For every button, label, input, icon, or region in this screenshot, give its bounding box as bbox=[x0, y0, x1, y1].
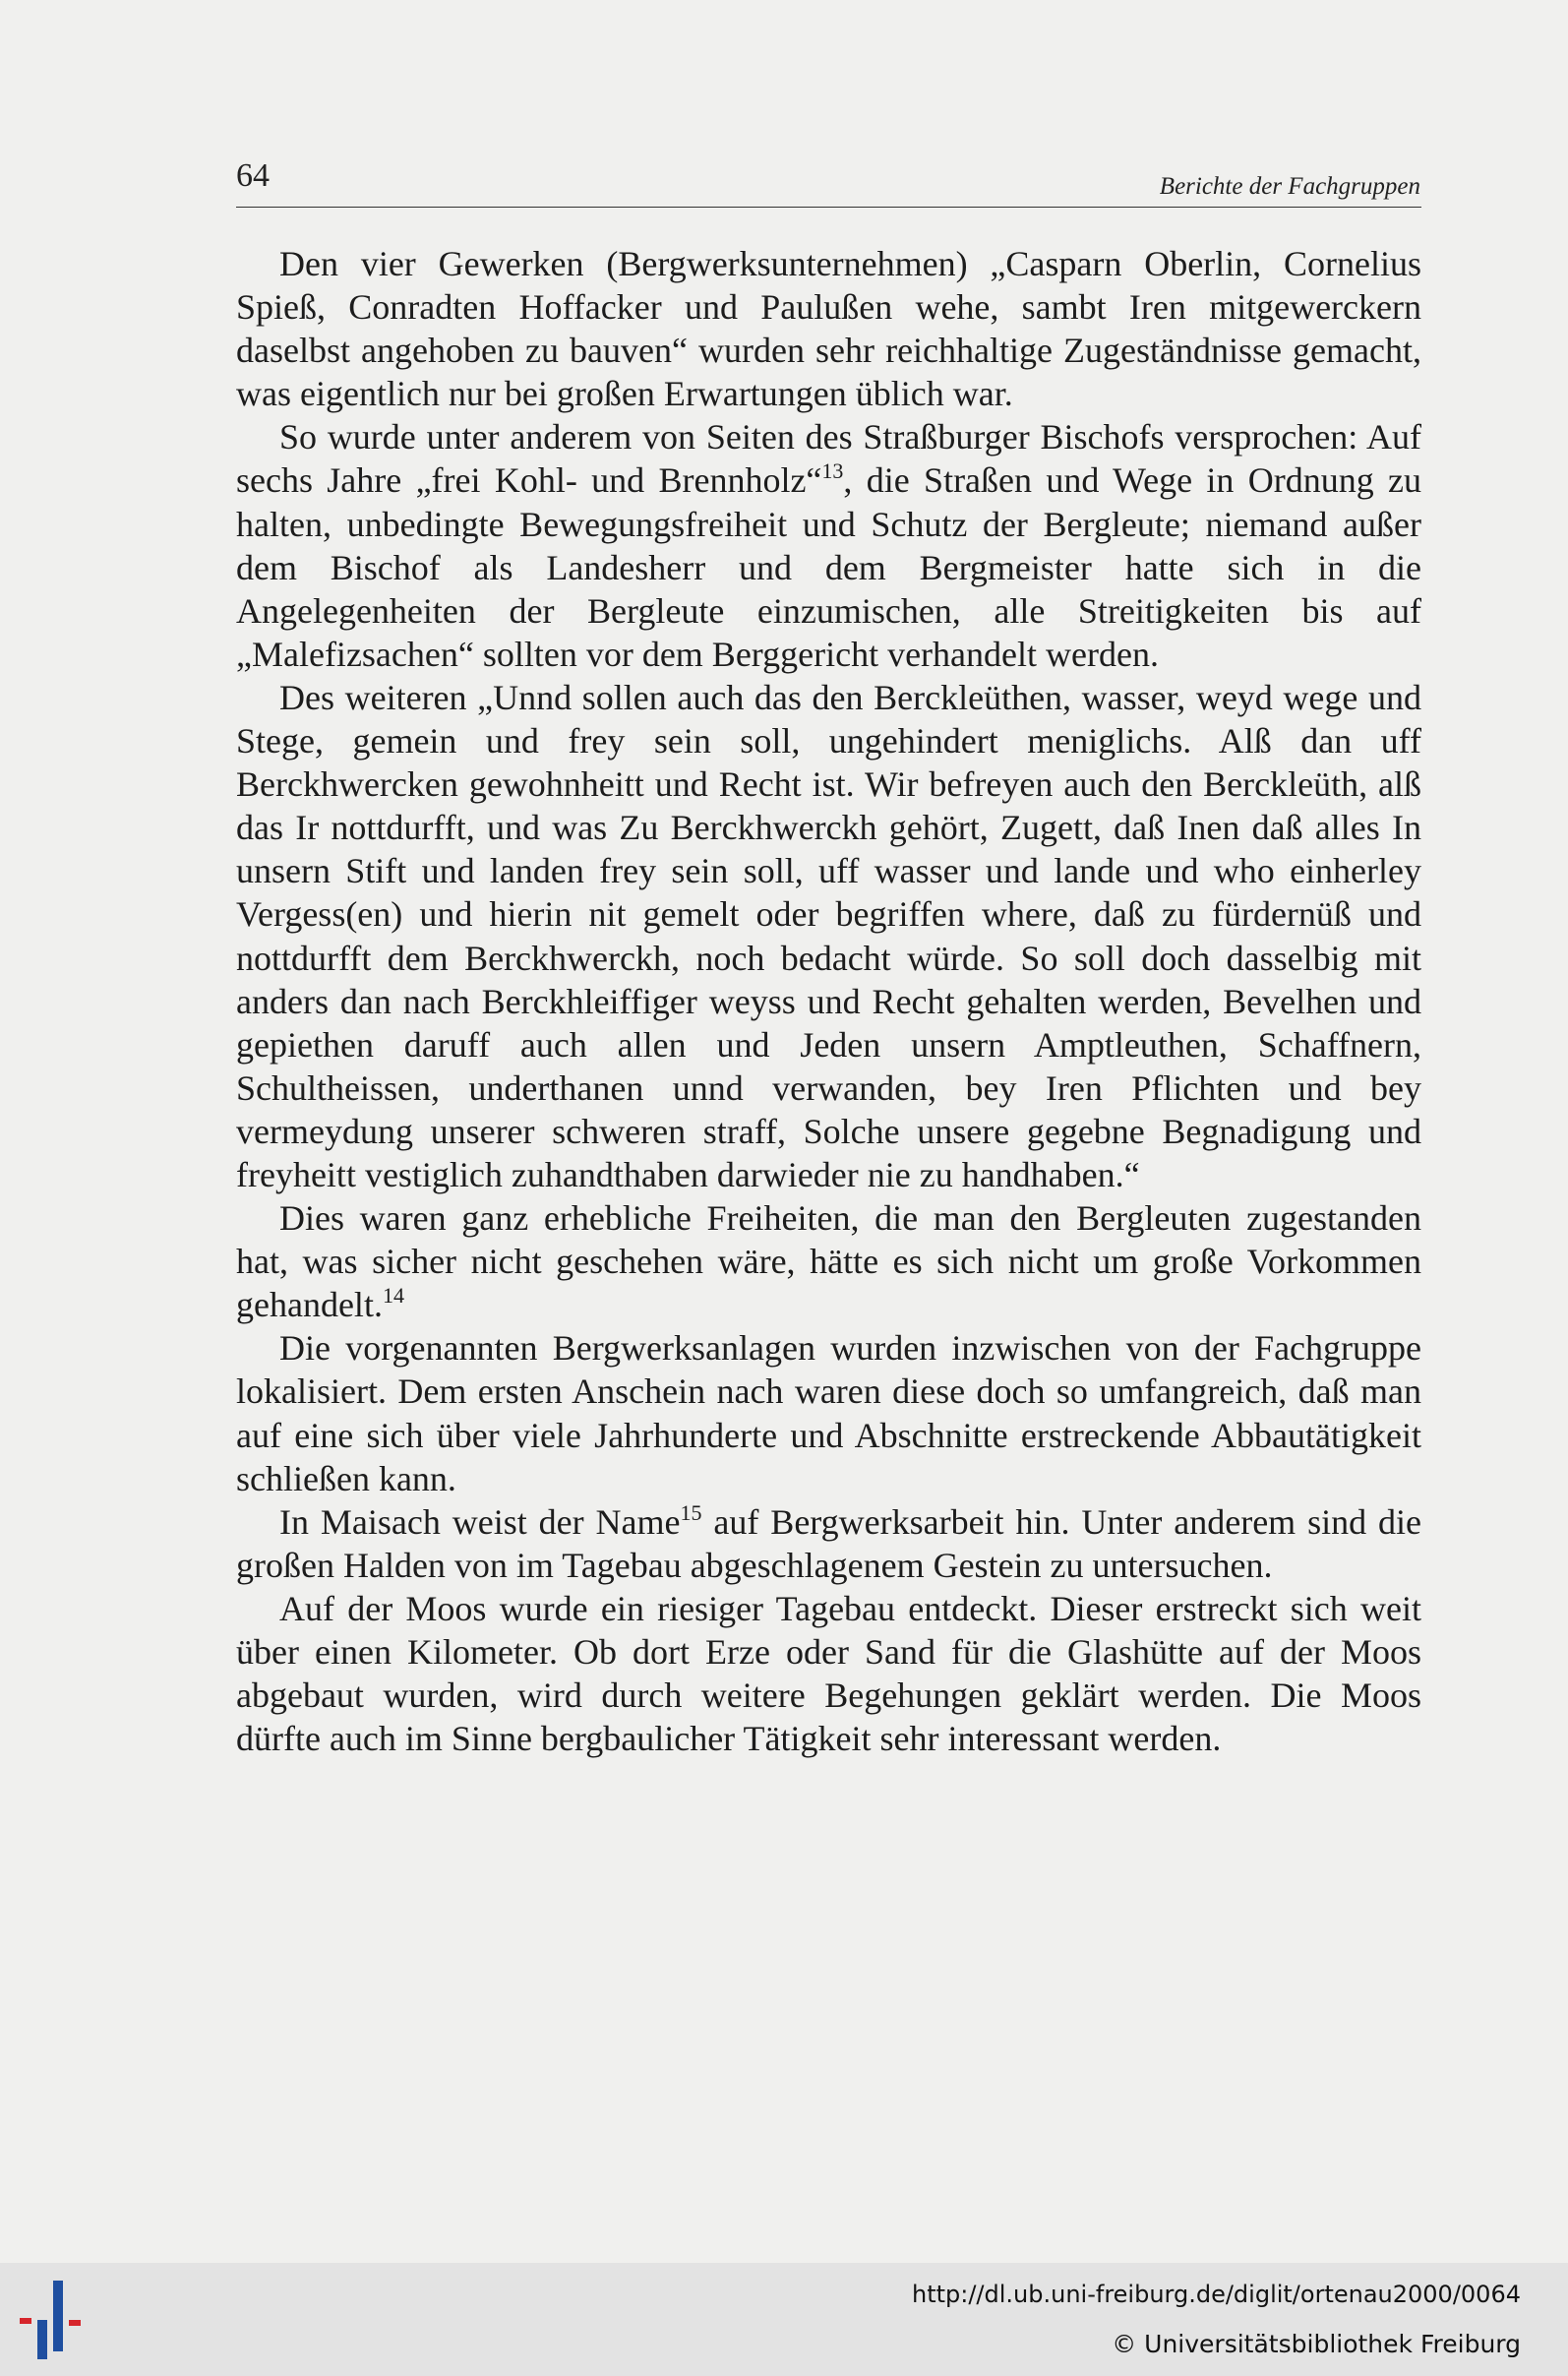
footnote-marker: 13 bbox=[821, 458, 844, 484]
paragraph-text: Dies waren ganz erhebliche Freiheiten, die man den Bergleuten zugestanden hat, was sicher nicht geschehen wäre, hätte es sich nicht um große Vorkommen gehandelt. bbox=[236, 1198, 1421, 1325]
ub-freiburg-logo-icon bbox=[18, 2281, 106, 2359]
footer-copyright: © Universitätsbibliothek Freiburg bbox=[1112, 2330, 1521, 2358]
paragraph bbox=[236, 1500, 1421, 1587]
paragraph-text: , die Straßen und Wege in Ordnung zu halten, unbedingte Bewegungsfreiheit und Schutz der Bergleute; niemand außer dem Bischof als Landesherr und dem Bergmeister hatte sich in die Angelegenheiten der Bergleute einzumischen, alle Streitigkeiten bis auf „Malefizsachen“ sollten vor dem Berggericht verhandelt werden. bbox=[236, 460, 1422, 674]
running-head: Berichte der Fachgruppen bbox=[1159, 173, 1420, 200]
paragraph bbox=[236, 1326, 1421, 1499]
paragraph-text: Den vier Gewerken (Bergwerksunternehmen) „Casparn Oberlin, Cornelius Spieß, Conradten Hoffacker und Paulußen wehe, sambt Iren mitgewerckern daselbst angehoben zu bauven“ wurden sehr reichhaltige Zugeständnisse gemacht, was eigentlich nur bei großen Erwartungen üblich war. bbox=[236, 244, 1421, 414]
paragraph bbox=[236, 1587, 1421, 1760]
footnote-marker: 14 bbox=[382, 1283, 404, 1309]
body-text bbox=[236, 242, 1421, 1760]
footnote-marker: 15 bbox=[680, 1499, 702, 1525]
footer-bar bbox=[0, 2263, 1568, 2376]
header-rule bbox=[236, 207, 1421, 208]
paragraph-text: Des weiteren „Unnd sollen auch das den Berckleüthen, wasser, weyd wege und Stege, gemein und frey sein soll, ungehindert meniglichs. Alß dan uff Berckhwercken gewohnheitt und Recht ist. Wir befreyen auch den Berckleüth, alß das Ir nottdurfft, und was Zu Berckhwerckh gehört, Zugett, daß Inen daß alles In unsern Stift und landen frey sein soll, uff wasser und lande und who einherley Vergess(en) und hierin nit gemelt oder begriffen where, daß zu fürdernüß und nottdurfft dem Berckhwerckh, noch bedacht würde. So soll doch dasselbig mit anders dan nach Berckhleiffiger weyss und Recht gehalten werden, Bevelhen und gepiethen daruff auch allen und Jeden unsern Amptleuthen, Schaffnern, Schultheissen, underthanen unnd verwanden, bey Iren Pflichten und bey vermeydung unserer schweren straff, Solche unsere gegebne Begnadigung und freyheitt vestiglich zuhandthaben darwieder nie zu handhaben.“ bbox=[236, 677, 1421, 1194]
footer-url-link[interactable]: http://dl.ub.uni-freiburg.de/diglit/ortenau2000/0064 bbox=[911, 2281, 1521, 2308]
page-number: 64 bbox=[236, 157, 270, 194]
paragraph-text: Auf der Moos wurde ein riesiger Tagebau entdeckt. Dieser erstreckt sich weit über einen Kilometer. Ob dort Erze oder Sand für die Glashütte auf der Moos abgebaut wurden, wird durch weitere Begehungen geklärt werden. Die Moos dürfte auch im Sinne bergbaulicher Tätigkeit sehr interessant werden. bbox=[236, 1588, 1421, 1759]
paragraph-text: So wurde unter anderem von Seiten des Straßburger Bischofs versprochen: Auf sechs Jahre „frei Kohl- und Brennholz“ bbox=[236, 417, 1421, 501]
paragraph bbox=[236, 242, 1421, 415]
paragraph bbox=[236, 415, 1421, 676]
paragraph bbox=[236, 1196, 1421, 1326]
paragraph-text: In Maisach weist der Name bbox=[279, 1501, 681, 1542]
paragraph-text: auf Bergwerksarbeit hin. Unter anderem sind die großen Halden von im Tagebau abgeschlagenem Gestein zu untersuchen. bbox=[236, 1501, 1422, 1585]
paragraph-text: Die vorgenannten Bergwerksanlagen wurden inzwischen von der Fachgruppe lokalisiert. Dem ersten Anschein nach waren diese doch so umfangreich, daß man auf eine sich über viele Jahrhunderte und Abschnitte erstreckende Abbautätigkeit schließen kann. bbox=[236, 1328, 1421, 1498]
paragraph bbox=[236, 676, 1421, 1196]
